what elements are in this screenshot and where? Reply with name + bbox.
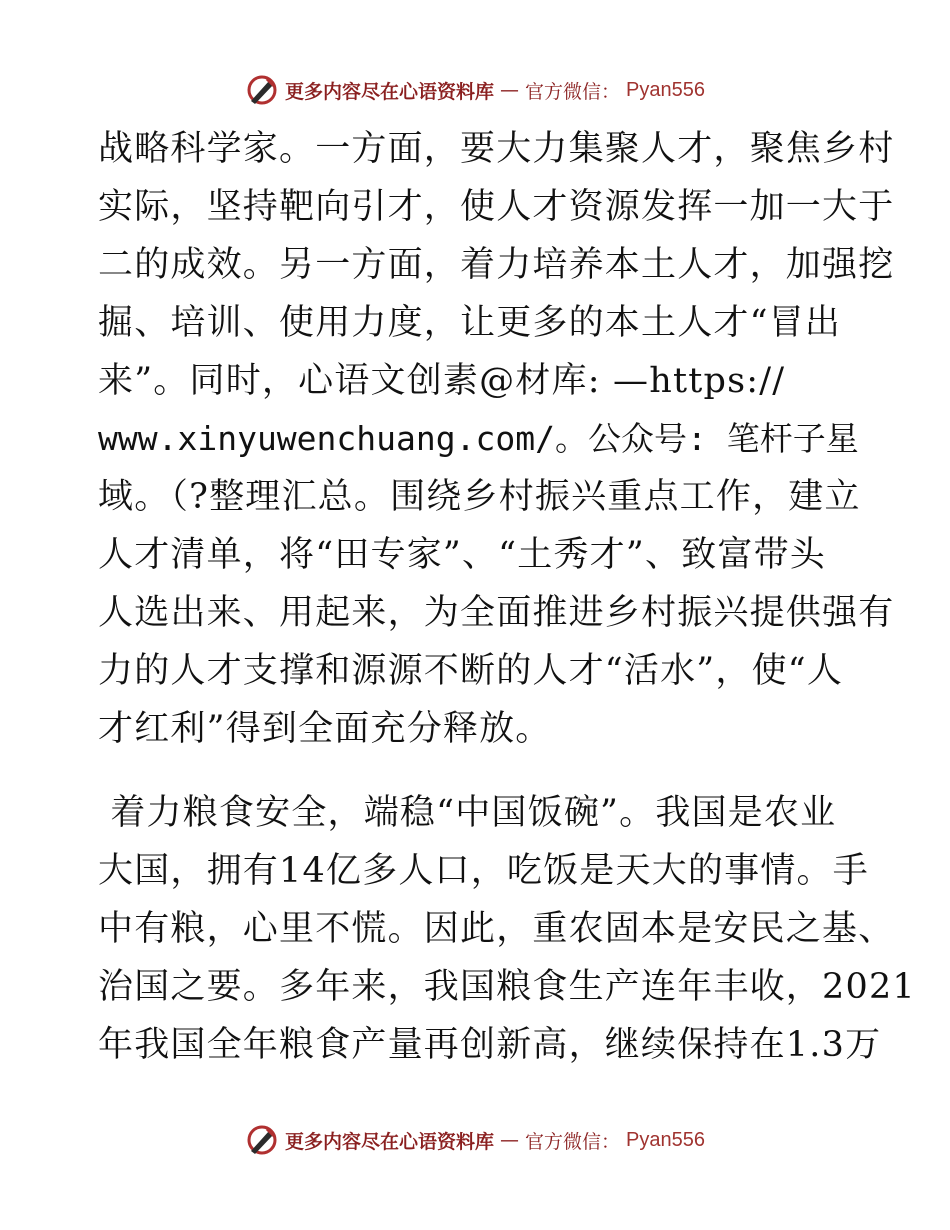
header-wechat-id: Pyan556 (626, 78, 705, 101)
text-line: 年我国全年粮食产量再创新高，继续保持在1.3万 (98, 1025, 882, 1065)
footer-wechat-label: 官方微信： (525, 1130, 621, 1153)
pen-logo-icon (245, 73, 279, 107)
footer-banner (0, 1120, 950, 1160)
text-line: 着力粮食安全，端稳“中国饭碗”。我国是农业 (98, 793, 837, 833)
footer-banner-dash: — (500, 1129, 520, 1151)
paragraph-2 (98, 784, 916, 1074)
text-line: 掘、培训、使用力度，让更多的本土人才“冒出 (98, 303, 842, 343)
pen-logo-icon (245, 1123, 279, 1157)
text-line: 二的成效。另一方面，着力培养本土人才，加强挖 (98, 245, 895, 285)
text-line: 实际，坚持靶向引才，使人才资源发挥一加一大于 (98, 187, 895, 227)
footer-wechat-id: Pyan556 (626, 1128, 705, 1151)
text-line: 来”。同时，心语文创素@材库: —https:// (98, 361, 786, 401)
text-line: 大国，拥有14亿多人口，吃饭是天大的事情。手 (98, 851, 869, 891)
text-line: 战略科学家。一方面，要大力集聚人才，聚焦乡村 (98, 129, 895, 169)
header-banner-text: 更多内容尽在心语资料库 (285, 80, 495, 103)
text-line: 治国之要。多年来，我国粮食生产连年丰收，2021 (98, 967, 916, 1007)
header-banner-dash: — (500, 79, 520, 101)
text-line: 人才清单，将“田专家”、“土秀才”、致富带头 (98, 535, 826, 575)
paragraph-1 (98, 120, 895, 758)
footer-banner-text: 更多内容尽在心语资料库 (285, 1130, 495, 1153)
header-wechat-label: 官方微信： (525, 80, 621, 103)
text-line: 才红利”得到全面充分释放。 (98, 709, 552, 749)
text-line: 中有粮，心里不慌。因此，重农固本是安民之基、 (98, 909, 895, 949)
paragraph-gap (98, 758, 858, 784)
text-line: 力的人才支撑和源源不断的人才“活水”，使“人 (98, 651, 844, 691)
text-line: 域。（?整理汇总。围绕乡村振兴重点工作，建立 (98, 477, 861, 517)
header-banner (0, 70, 950, 110)
text-line: www.xinyuwenchuang.com/。公众号: 笔杆子星 (98, 419, 859, 458)
text-line: 人选出来、用起来，为全面推进乡村振兴提供强有 (98, 593, 895, 633)
document-body (98, 120, 916, 1074)
